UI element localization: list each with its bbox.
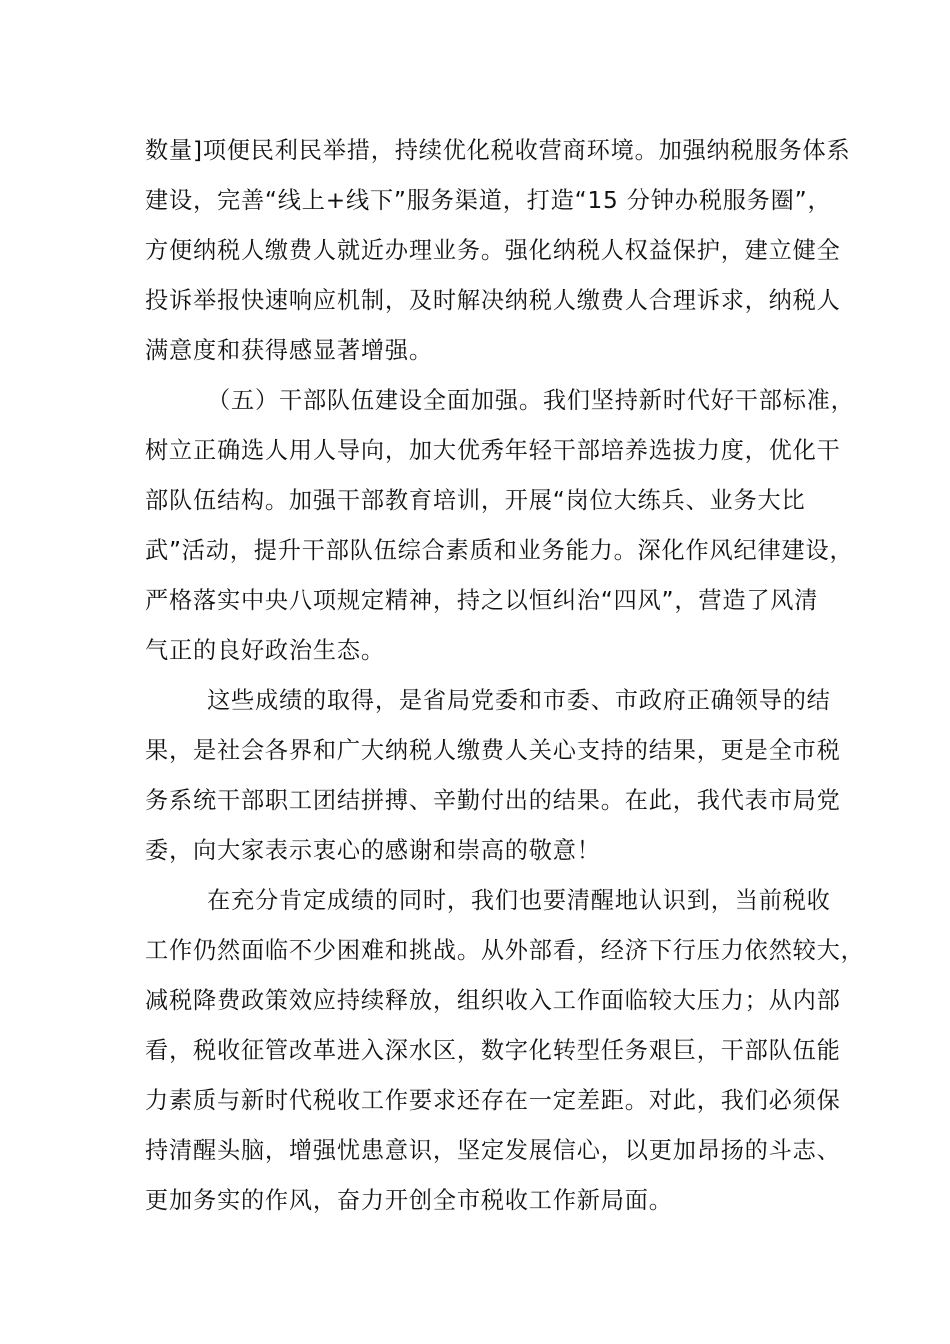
text-line: 果，是社会各界和广大纳税人缴费人关心支持的结果，更是全市税 <box>145 737 841 764</box>
text-line: 在充分肯定成绩的同时，我们也要清醒地认识到，当前税收 <box>207 887 831 914</box>
text-line: 树立正确选人用人导向，加大优秀年轻干部培养选拔力度，优化干 <box>145 437 841 464</box>
paragraph-cadre-team <box>145 376 855 676</box>
text-line: 部队伍结构。加强干部教育培训，开展“岗位大练兵、业务大比 <box>145 487 806 514</box>
text-line: 数量]项便民利民举措，持续优化税收营商环境。加强纳税服务体系 <box>145 137 851 164</box>
text-line: 投诉举报快速响应机制，及时解决纳税人缴费人合理诉求，纳税人 <box>145 287 841 314</box>
document-body <box>145 126 865 1226</box>
text-line: 减税降费政策效应持续释放，组织收入工作面临较大压力；从内部 <box>145 987 841 1014</box>
text-line: 看，税收征管改革进入深水区，数字化转型任务艰巨，干部队伍能 <box>145 1037 841 1064</box>
text-line: 建设，完善“线上+线下”服务渠道，打造“15 分钟办税服务圈”， <box>145 187 832 214</box>
text-line: （五）干部队伍建设全面加强。我们坚持新时代好干部标准， <box>207 387 855 414</box>
text-line: 方便纳税人缴费人就近办理业务。强化纳税人权益保护，建立健全 <box>145 237 841 264</box>
text-line: 工作仍然面临不少困难和挑战。从外部看，经济下行压力依然较大， <box>145 937 865 964</box>
paragraph-challenges <box>145 876 865 1226</box>
paragraph-achievements <box>145 676 841 876</box>
text-line: 这些成绩的取得，是省局党委和市委、市政府正确领导的结 <box>207 687 831 714</box>
text-line: 武”活动，提升干部队伍综合素质和业务能力。深化作风纪律建设， <box>145 537 854 564</box>
text-line: 严格落实中央八项规定精神，持之以恒纠治“四风”，营造了风清 <box>145 587 819 614</box>
text-line: 更加务实的作风，奋力开创全市税收工作新局面。 <box>145 1187 673 1214</box>
text-line: 持清醒头脑，增强忧患意识，坚定发展信心，以更加昂扬的斗志、 <box>145 1137 841 1164</box>
text-line: 满意度和获得感显著增强。 <box>145 337 433 364</box>
text-line: 力素质与新时代税收工作要求还存在一定差距。对此，我们必须保 <box>145 1087 841 1114</box>
text-line: 委，向大家表示衷心的感谢和崇高的敬意！ <box>145 837 601 864</box>
paragraph-service-environment <box>145 126 851 376</box>
text-line: 务系统干部职工团结拼搏、辛勤付出的结果。在此，我代表市局党 <box>145 787 841 814</box>
text-line: 气正的良好政治生态。 <box>145 637 385 664</box>
